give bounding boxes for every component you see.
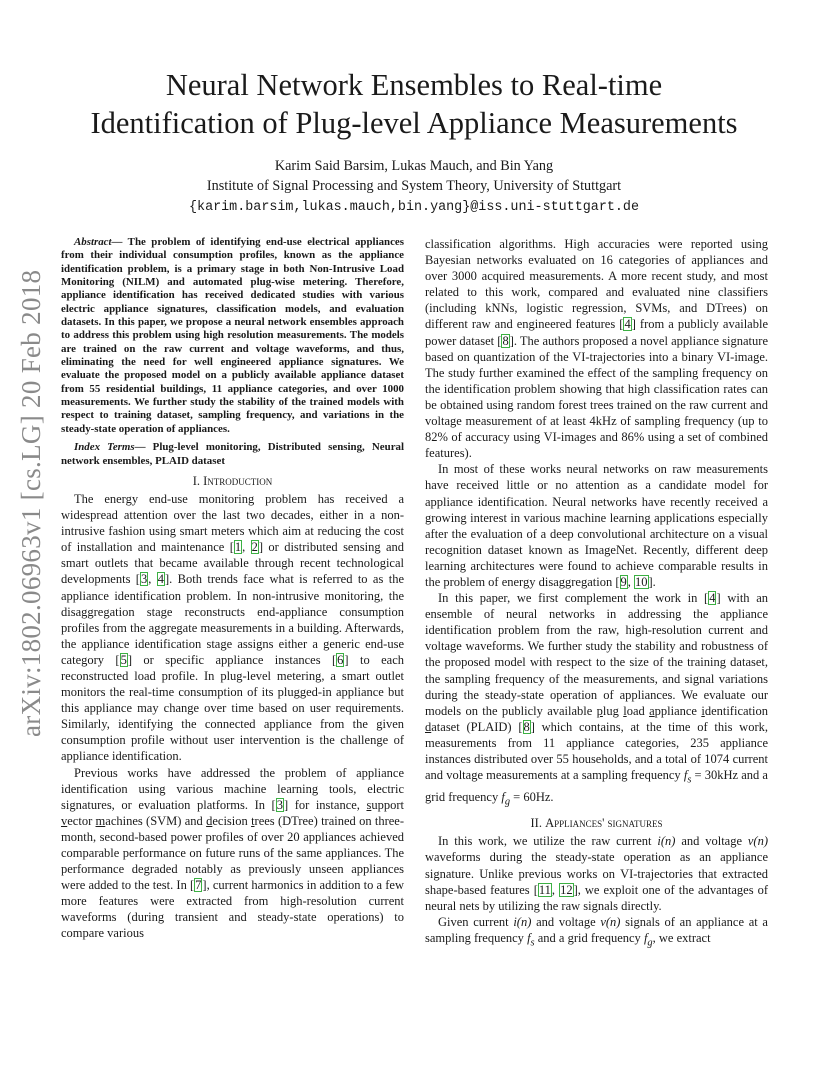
citation-link[interactable]: 8 — [523, 719, 530, 734]
acronym-letter: p — [596, 703, 603, 718]
text-run: ] to each reconstructed load profile. In plug-level metering, a smart outlet monitors the real-time consumption of its plugged-in appliance but this appliance may change over time based on user requirements. Similarly, identifying the connected appliance from the given consumption profile without user intervention is the challenge of appliance identification. — [61, 652, 405, 764]
text-run: dentification — [704, 703, 768, 718]
text-run: The energy end-use monitoring problem has received a widespread attention over the last two decades, either in a non-intrusive fashion using smart meters which aim at reducing the cost of installation and maintenance [ — [61, 491, 404, 555]
math-subscript: g — [504, 796, 511, 808]
text-run: ]. The authors proposed a novel appliance signature based on quantization of the VI-trajectories into a binary VI-image. The study further examined the effect of the sampling frequency on the identification problem showing that high classification rates can be obtained using random forest trees trained on the raw current and voltage measurement of at least 4kHz of sampling frequency (up to 82% of accuracy using VI-images and 86% using a set of combined features). — [425, 333, 768, 461]
math-symbol: f — [643, 930, 648, 945]
text-run: and voltage — [531, 914, 601, 929]
math-expression: v(n) — [747, 834, 768, 849]
text-run: ector — [67, 813, 96, 828]
citation-link[interactable]: 3 — [140, 572, 148, 587]
citation-link[interactable]: 8 — [502, 333, 509, 348]
citation-link[interactable]: 3 — [276, 797, 283, 812]
title-line-1: Neural Network Ensembles to Real-time — [165, 68, 663, 102]
text-run: and a grid frequency — [534, 930, 644, 945]
abstract-text: — The problem of identifying end-use electrical appliances from their individual consumption profiles, known as the appliance identification problem, is a primary stage in both Non-Intrusive Load Monitoring (NILM) and automated plug-wise metering. Therefore, appliance identification has received dedicated studies with various electric appliance signatures, classification models, and evaluation datasets. In this paper, we propose a neural network ensembles approach to address this problem using high resolution measurements. The models are trained on the raw current and voltage waveforms, and thus, eliminating the need for well engineered appliance signatures. We evaluate the proposed model on a publicly available appliance dataset from 55 residential buildings, 11 appliance categories, and over 1000 measurements. We further study the stability of the trained models with respect to training dataset, sampling frequency, and variations in the steady-state operation of appliances. — [61, 236, 404, 435]
text-run: ecision — [212, 813, 252, 828]
acronym-letter: d — [206, 813, 213, 828]
text-run: ] for instance, — [283, 797, 367, 812]
acronym-letter: v — [61, 813, 68, 828]
text-run: In this work, we utilize the raw current — [438, 834, 658, 849]
intro-paragraph-2 — [61, 765, 404, 942]
citation-link[interactable]: 10 — [635, 574, 648, 589]
text-run: ] or distributed sensing and smart outlets that became available through recent technological developments [ — [61, 540, 404, 587]
index-terms — [61, 441, 404, 468]
text-run: (DTree) trained on three-month, second-based power profiles of over 20 appliances achieved comparable performance on future runs of the same appliances. The performance degraded notably as previously unseen appliances were added to the test. In [ — [61, 813, 405, 893]
intro-paragraph-1 — [61, 491, 404, 765]
acronym-letter: d — [425, 719, 432, 734]
text-run: , — [148, 572, 157, 587]
text-run: ]. — [648, 574, 656, 589]
section-heading-introduction — [61, 473, 404, 489]
text-run: In most of these works neural networks on raw measurements have received little or no attention as a candidate model for appliance identification. Neural networks have recently received a growing interest in various machine learning applications especially after the evaluation of a deep convolutional architecture on a visual recognition dataset known as ImageNet. Recently, different deep learning architectures were found to achieve comparable results in the problem of energy disaggregation [ — [425, 462, 768, 589]
math-expression: v(n) — [600, 914, 621, 929]
title-line-2: Identification of Plug-level Appliance Measurements — [90, 106, 738, 140]
citation-link[interactable]: 2 — [251, 540, 258, 555]
citation-link[interactable]: 7 — [195, 878, 202, 893]
citation-link[interactable]: 5 — [120, 652, 127, 667]
math-symbol: f — [683, 768, 688, 783]
text-run: oad — [626, 703, 650, 718]
text-run: = 60Hz. — [510, 789, 554, 804]
signatures-paragraph-1 — [425, 833, 768, 913]
text-run: , — [242, 540, 251, 555]
text-run: = 30kHz and a grid frequency — [425, 768, 768, 804]
text-run: ] with an ensemble of neural networks in addressing the appliance identification problem from the raw, high-resolution current and voltage waveforms. We further study the stability and robustness of the proposed model with respect to the size of the training dataset, the sampling frequency of the measurements, and signal variations during the steady-state operation of appliances. We evaluate our models on the publicly available — [425, 591, 769, 718]
paper-title — [0, 66, 828, 142]
left-column — [61, 236, 404, 942]
text-run: waveforms during the steady-state operation as an appliance signature. Unlike previous works on VI-trajectories that extracted shape-based features [ — [425, 850, 768, 897]
text-run: and voltage — [675, 834, 748, 849]
text-run: ] which contains, at the time of this work, measurements from 11 appliance categories, 235 appliance instances distributed over 55 households, and a total of 1074 current and voltage measurements at a sampling frequency — [425, 719, 769, 783]
math-expression: i(n) — [657, 834, 676, 849]
acronym-letter: a — [649, 703, 655, 718]
text-run: Given current — [438, 914, 514, 929]
acronym-letter: i — [701, 703, 705, 718]
text-run: ]. Both trends face what is referred to as the appliance identification problem. In non-intrusive monitoring, the disaggregation stage reconstructs end-appliance consumption profiles from the aggregate measurements in a building. Afterwards, the appliance identification stage assigns either a generic end-use category [ — [61, 572, 405, 667]
text-run: , — [627, 574, 635, 589]
neural-nets-paragraph — [425, 461, 768, 590]
math-subscript: s — [687, 774, 692, 786]
math-subscript: s — [530, 937, 535, 949]
math-symbol: f — [501, 789, 505, 804]
text-run: , — [551, 882, 560, 897]
acronym-letter: l — [623, 703, 627, 718]
arxiv-stamp: arXiv:1802.06963v1 [cs.LG] 20 Feb 2018 — [16, 269, 46, 737]
abstract — [61, 236, 404, 436]
citation-link[interactable]: 12 — [560, 882, 573, 897]
text-run: rees — [254, 813, 275, 828]
citation-link[interactable]: 1 — [234, 540, 242, 555]
citation-link[interactable]: 4 — [157, 572, 164, 587]
acronym-letter: s — [366, 797, 372, 812]
math-expression: i(n) — [513, 914, 532, 929]
text-run: achines (SVM) and — [105, 813, 207, 828]
text-run: ], we exploit one of the advantages of neural nets by utilizing the raw signals directly. — [425, 882, 768, 913]
math-subscript: g — [647, 937, 653, 949]
section-number: II. — [530, 816, 546, 831]
index-terms-text: — Plug-level monitoring, Distributed sensing, Neural network ensembles, PLAID dataset — [61, 441, 404, 467]
abstract-label: Abstract — [74, 236, 112, 248]
citation-link[interactable]: 4 — [709, 591, 716, 606]
text-run: ataset (PLAID) [ — [431, 719, 523, 734]
acronym-letter: m — [95, 813, 106, 828]
text-run: ] or specific appliance instances [ — [127, 652, 337, 667]
citation-link[interactable]: 11 — [538, 882, 551, 897]
text-run: signals of an appliance at a sampling frequency — [425, 914, 768, 945]
citation-link[interactable]: 4 — [624, 317, 631, 332]
section-number: I. — [192, 473, 204, 488]
text-run: , we extract — [652, 930, 711, 945]
text-run: Previous works have addressed the problem of appliance identification using various machine learning tools, electric signatures, or evaluation platforms. In [ — [61, 765, 404, 812]
citation-link[interactable]: 6 — [337, 652, 344, 667]
text-run: ppliance — [654, 703, 702, 718]
text-run: In this paper, we first complement the work in [ — [438, 591, 709, 606]
signatures-paragraph-2 — [425, 914, 768, 952]
math-symbol: f — [527, 930, 531, 945]
related-work-paragraph — [425, 236, 768, 461]
section-title: Appliances' signatures — [545, 816, 663, 831]
right-column — [425, 236, 768, 952]
contribution-paragraph — [425, 590, 768, 810]
index-terms-label: Index Terms — [74, 441, 135, 454]
email-line — [0, 198, 828, 215]
text-run: lug — [602, 703, 624, 718]
section-title: Introduction — [203, 473, 273, 488]
email-address: {karim.barsim,lukas.mauch,bin.yang}@iss.uni-stuttgart.de — [189, 200, 639, 215]
acronym-letter: t — [251, 813, 255, 828]
text-run: classification algorithms. High accuracies were reported using Bayesian networks evaluated on 16 categories of appliances and over 3000 acquired measurements. A more recent study, and most related to this work, compared and evaluated nine classifiers (including kNNs, logistic regression, SVMs, and DTrees) on different raw and engineered features [ — [425, 237, 768, 332]
citation-link[interactable]: 9 — [620, 574, 627, 589]
affiliation: Institute of Signal Processing and System Theory, University of Stuttgart — [206, 178, 622, 194]
text-run: ] from a publicly available power dataset [ — [425, 317, 769, 348]
text-run: ], current harmonics in addition to a few more features were extracted from high-resolution current waveforms (during transient and steady-state operations) to compare various — [61, 878, 405, 941]
section-heading-signatures — [425, 815, 768, 831]
author-list: Karim Said Barsim, Lukas Mauch, and Bin Yang — [274, 158, 554, 174]
text-run: upport — [371, 797, 404, 812]
